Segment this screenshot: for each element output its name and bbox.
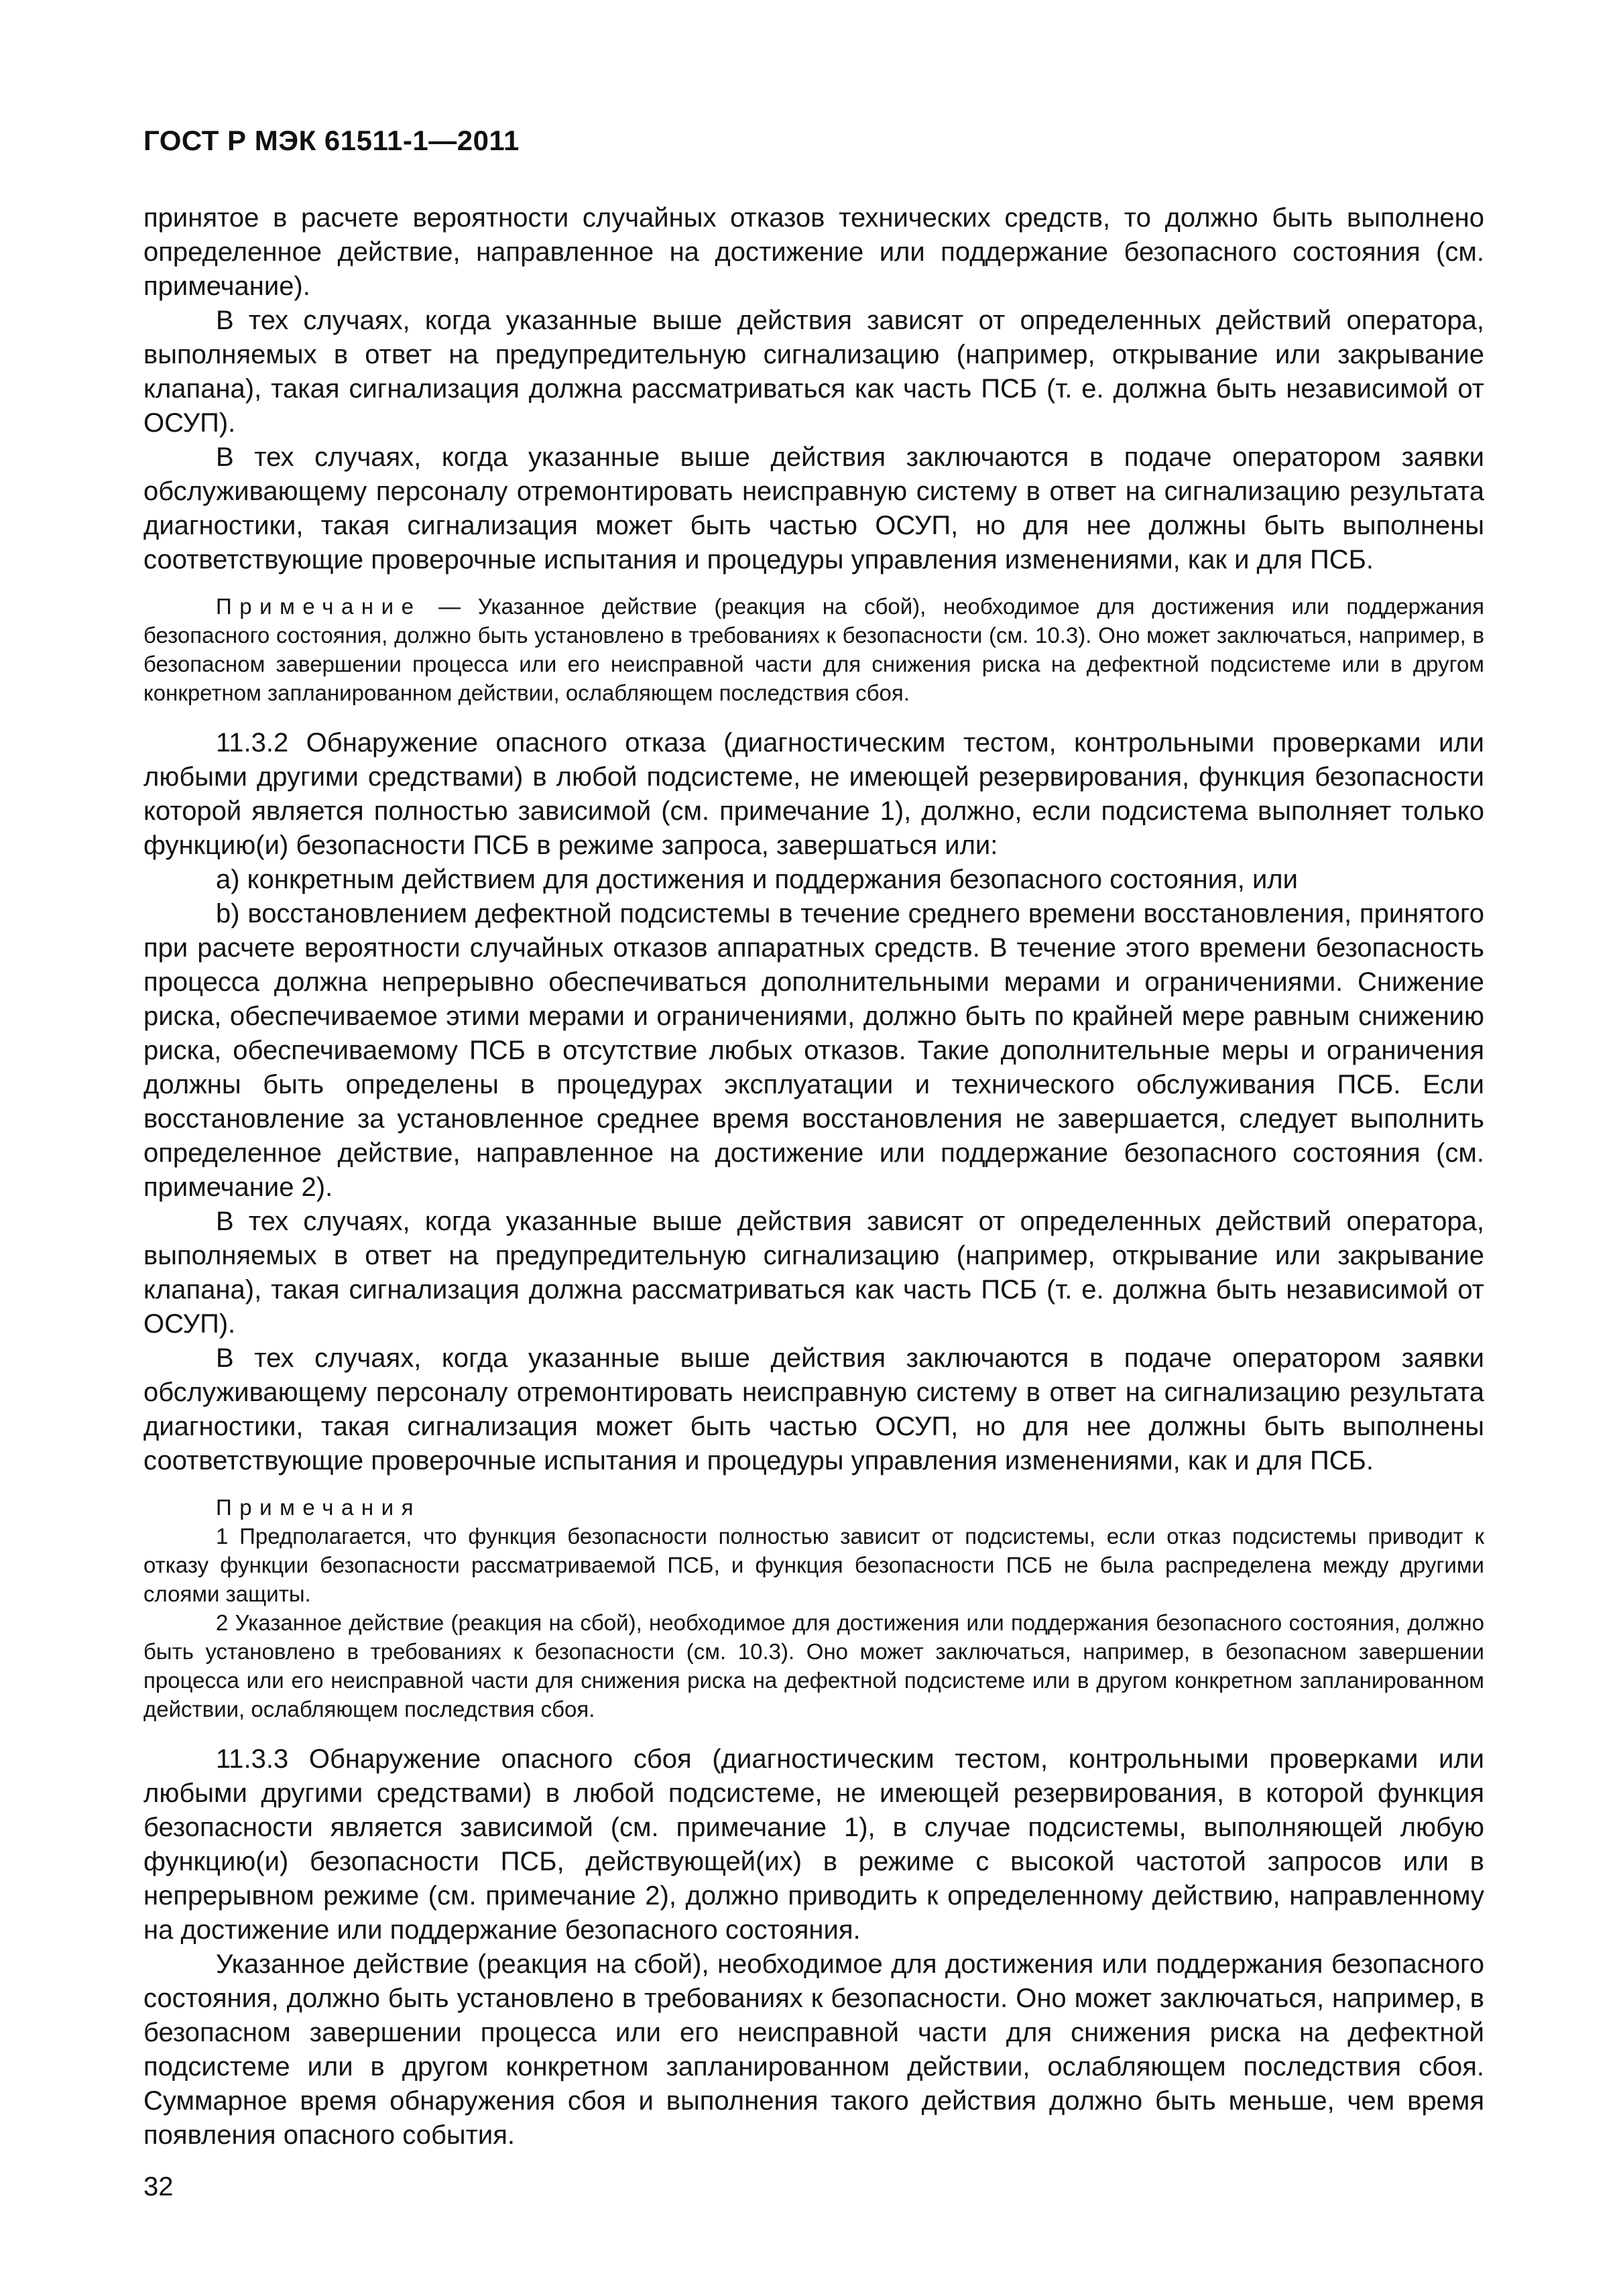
- spacer: [143, 577, 1484, 592]
- section-11-3-2: 11.3.2 Обнаружение опасного отказа (диагностическим тестом, контрольными проверками или любыми другими средствами) в любой подсистеме, не имеющей резервирования, функция безопасности которой является полностью зависимой (см. примечание 1), должно, если подсистема выполняет только функцию(и) безопасности ПСБ в режиме запроса, завершаться или:: [143, 728, 1484, 860]
- paragraph-continuation: принятое в расчете вероятности случайных отказов технических средств, то должно быть выполнено определенное действие, направленное на достижение или поддержание безопасного состояния (см. примечание).: [143, 203, 1484, 301]
- section-11-3-3: 11.3.3 Обнаружение опасного сбоя (диагностическим тестом, контрольными проверками или любыми другими средствами) в любой подсистеме, не имеющей резервирования, в которой функция безопасности является зависимой (см. примечание 1), в случае подсистемы, выполняющей любую функцию(и) безопасности ПСБ, действующей(их) в режиме с высокой частотой запросов или в непрерывном режиме (см. примечание 2), должно приводить к определенному действию, направленному на достижение или поддержание безопасного состояния.: [143, 1744, 1484, 1945]
- note-item: 2 Указанное действие (реакция на сбой), необходимое для достижения или поддержания безопасного состояния, должно быть установлено в требованиях к безопасности (см. 10.3). Оно может заключаться, например, в безопасном завершении процесса или его неисправной части для снижения риска на дефектной подсистеме или в другом конкретном запланированном действии, ослабляющем последствия сбоя.: [143, 1610, 1484, 1721]
- list-item-b: b) восстановлением дефектной подсистемы в течение среднего времени восстановления, принятого при расчете вероятности случайных отказов аппаратных средств. В течение этого времени безопасность процесса должна непрерывно обеспечиваться дополнительными мерами и ограничениями. Снижение риска, обеспечиваемое этими мерами и ограничениями, должно быть по крайней мере равным снижению риска, обеспечиваемому ПСБ в отсутствие любых отказов. Такие дополнительные меры и ограничения должны быть определены в процедурах эксплуатации и технического обслуживания ПСБ. Если восстановление за установленное среднее время восстановления не завершается, следует выполнить определенное действие, направленное на достижение или поддержание безопасного состояния (см. примечание 2).: [143, 899, 1484, 1202]
- document-header: ГОСТ Р МЭК 61511-1—2011: [143, 125, 520, 156]
- note-label: Примечание: [216, 594, 422, 619]
- note-item: 1 Предполагается, что функция безопасности полностью зависит от подсистемы, если отказ подсистемы приводит к отказу функции безопасности рассматриваемой ПСБ, и функция безопасности ПСБ не была распределена между другими слоями защиты.: [143, 1524, 1484, 1606]
- paragraph: В тех случаях, когда указанные выше действия заключаются в подаче оператором заявки обслуживающему персоналу отремонтировать неисправную систему в ответ на сигнализацию результата диагностики, такая сигнализация может быть частью ОСУП, но для нее должны быть выполнены соответствующие проверочные испытания и процедуры управления изменениями, как и для ПСБ.: [143, 1343, 1484, 1475]
- spacer: [143, 1724, 1484, 1742]
- page-content: [143, 201, 1484, 2153]
- page-number: 32: [143, 2172, 174, 2201]
- list-item-a: a) конкретным действием для достижения и поддержания безопасного состояния, или: [216, 865, 1298, 894]
- spacer: [143, 707, 1484, 726]
- paragraph: В тех случаях, когда указанные выше действия зависят от определенных действий оператора, выполняемых в ответ на предупредительную сигнализацию (например, открывание или закрывание клапана), такая сигнализация должна рассматриваться как часть ПСБ (т. е. должна быть независимой от ОСУП).: [143, 306, 1484, 438]
- note-text: — Указанное действие (реакция на сбой), необходимое для достижения или поддержания безопасного состояния, должно быть установлено в требованиях к безопасности (см. 10.3). Оно может заключаться, например, в безопасном завершении процесса или его неисправной части для снижения риска на дефектной подсистеме или в другом конкретном запланированном действии, ослабляющем последствия сбоя.: [143, 594, 1484, 705]
- paragraph: В тех случаях, когда указанные выше действия заключаются в подаче оператором заявки обслуживающему персоналу отремонтировать неисправную систему в ответ на сигнализацию результата диагностики, такая сигнализация может быть частью ОСУП, но для нее должны быть выполнены соответствующие проверочные испытания и процедуры управления изменениями, как и для ПСБ.: [143, 442, 1484, 575]
- notes-title: Примечания: [216, 1495, 422, 1520]
- note-block: [143, 592, 1484, 707]
- paragraph: Указанное действие (реакция на сбой), необходимое для достижения или поддержания безопасного состояния, должно быть установлено в требованиях к безопасности. Оно может заключаться, например, в безопасном завершении процесса или его неисправной части для снижения риска на дефектной подсистеме или в другом конкретном запланированном действии, ослабляющем последствия сбоя. Суммарное время обнаружения сбоя и выполнения такого действия должно быть меньше, чем время появления опасного события.: [143, 1949, 1484, 2150]
- spacer: [143, 1478, 1484, 1493]
- paragraph: В тех случаях, когда указанные выше действия зависят от определенных действий оператора, выполняемых в ответ на предупредительную сигнализацию (например, открывание или закрывание клапана), такая сигнализация должна рассматриваться как часть ПСБ (т. е. должна быть независимой от ОСУП).: [143, 1207, 1484, 1339]
